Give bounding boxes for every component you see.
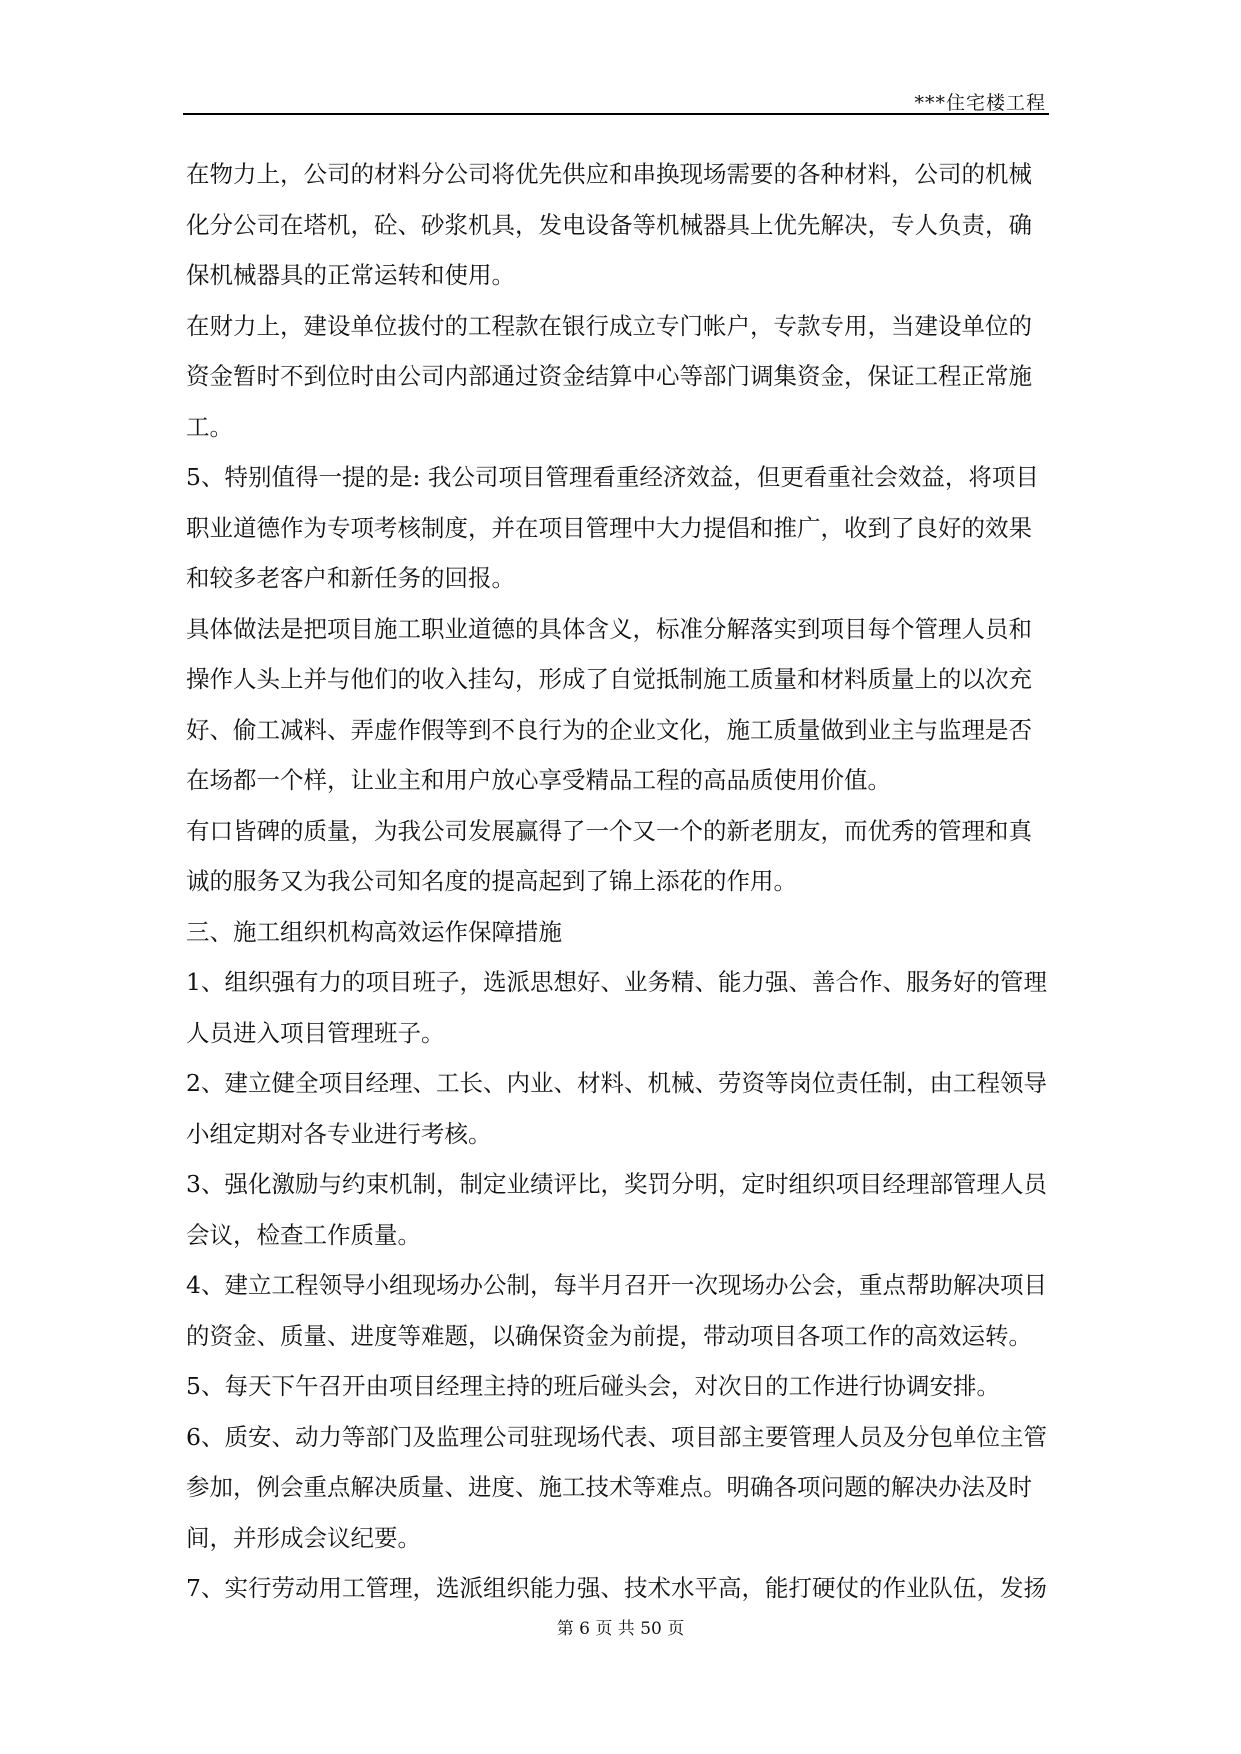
page-label-prefix: 第 <box>556 1619 574 1639</box>
text-line: 2、建立健全项目经理、工长、内业、材料、机械、劳资等岗位责任制，由工程领导 <box>186 1069 1047 1097</box>
text-line: 职业道德作为专项考核制度，并在项目管理中大力提倡和推广，收到了良好的效果 <box>186 513 1032 542</box>
text-line: 参加，例会重点解决质量、进度、施工技术等难点。明确各项问题的解决办法及时 <box>186 1473 1032 1501</box>
page-footer <box>0 1614 1241 1639</box>
text-line: 小组定期对各专业进行考核。 <box>186 1119 492 1148</box>
text-line: 4、建立工程领导小组现场办公制，每半月召开一次现场办公会，重点帮助解决项目 <box>186 1271 1047 1299</box>
text-line: 间，并形成会议纪要。 <box>186 1523 421 1552</box>
text-line: 诚的服务又为我公司知名度的提高起到了锦上添花的作用。 <box>186 867 797 895</box>
running-header: ***住宅楼工程 <box>914 92 1046 114</box>
text-line: 在财力上，建设单位拔付的工程款在银行成立专门帐户，专款专用，当建设单位的 <box>186 311 1032 340</box>
text-line: 7、实行劳动用工管理，选派组织能力强、技术水平高，能打硬仗的作业队伍，发扬 <box>186 1574 1047 1602</box>
text-line: 具体做法是把项目施工职业道德的具体含义，标准分解落实到项目每个管理人员和 <box>186 614 1032 643</box>
text-line: 有口皆碑的质量，为我公司发展赢得了一个又一个的新老朋友，而优秀的管理和真 <box>186 816 1032 845</box>
text-line: 工。 <box>186 412 233 441</box>
text-line: 操作人头上并与他们的收入挂勾，形成了自觉抵制施工质量和材料质量上的以次充 <box>186 665 1032 693</box>
text-line: 的资金、质量、进度等难题，以确保资金为前提，带动项目各项工作的高效运转。 <box>186 1321 1032 1350</box>
document-body <box>186 149 1086 1614</box>
text-line: 资金暂时不到位时由公司内部通过资金结算中心等部门调集资金，保证工程正常施 <box>186 362 1032 390</box>
page-label-suffix: 页 <box>667 1619 685 1639</box>
text-line: 在场都一个样，让业主和用户放心享受精品工程的高品质使用价值。 <box>186 766 891 794</box>
page-number: 6 <box>579 1619 590 1639</box>
text-line: 在物力上，公司的材料分公司将优先供应和串换现场需要的各种材料，公司的机械 <box>186 160 1032 188</box>
text-line: 3、强化激励与约束机制，制定业绩评比，奖罚分明，定时组织项目经理部管理人员 <box>186 1170 1047 1198</box>
page-total: 50 <box>640 1619 662 1639</box>
section-heading: 三、施工组织机构高效运作保障措施 <box>186 917 562 946</box>
text-line: 会议，检查工作质量。 <box>186 1220 421 1249</box>
text-line: 人员进入项目管理班子。 <box>186 1018 445 1047</box>
text-line: 5、特别值得一提的是: 我公司项目管理看重经济效益，但更看重社会效益，将项目 <box>186 463 1039 491</box>
text-line: 保机械器具的正常运转和使用。 <box>186 261 515 289</box>
text-line: 6、质安、动力等部门及监理公司驻现场代表、项目部主要管理人员及分包单位主管 <box>186 1422 1047 1451</box>
text-line: 好、偷工减料、弄虚作假等到不良行为的企业文化，施工质量做到业主与监理是否 <box>186 715 1032 744</box>
text-line: 化分公司在塔机，砼、砂浆机具，发电设备等机械器具上优先解决，专人负责，确 <box>186 210 1032 239</box>
text-line: 和较多老客户和新任务的回报。 <box>186 564 515 592</box>
header-divider <box>183 113 1049 115</box>
text-line: 1、组织强有力的项目班子，选派思想好、业务精、能力强、善合作、服务好的管理 <box>186 968 1047 996</box>
text-line: 5、每天下午召开由项目经理主持的班后碰头会，对次日的工作进行协调安排。 <box>186 1372 1000 1400</box>
page-label-mid: 页 共 <box>595 1619 635 1639</box>
